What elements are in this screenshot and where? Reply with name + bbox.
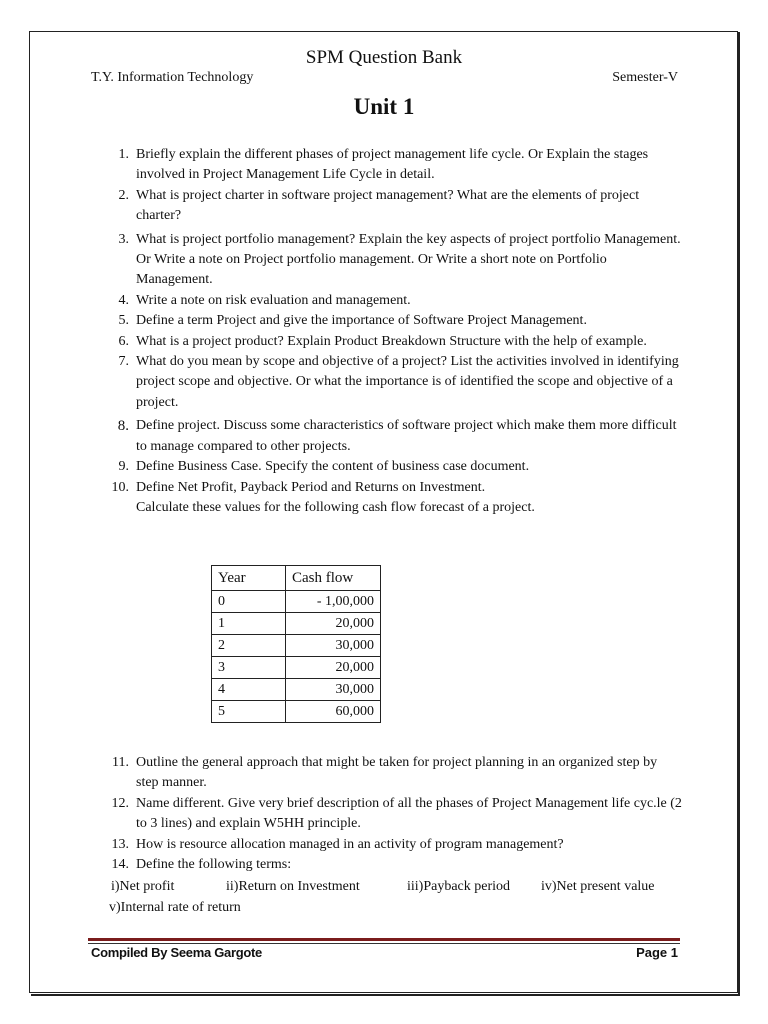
year-cell: 3	[212, 657, 286, 679]
cash-flow-cell: 20,000	[286, 613, 381, 635]
question-number: 6.	[118, 333, 129, 349]
question-text: Name different. Give very brief description of all the phases of Project Management life cyc.le (2 to 3 lines) and explain W5HH principle.	[136, 795, 682, 832]
question-item	[104, 352, 682, 413]
question-item	[104, 478, 682, 519]
question-text: Briefly explain the different phases of project management life cycle. Or Explain the stages involved in Project Management Life Cycle in detail.	[136, 147, 649, 183]
term-item: ii)Return on Investment	[226, 879, 360, 894]
question-number: 7.	[118, 354, 129, 370]
question-text: What do you mean by scope and objective of a project? List the activities involved in identifying project scope and objective. Or what the importance is of identified the scope and objective of a project.	[136, 354, 679, 410]
question-number: 4.	[118, 292, 129, 308]
question-item	[104, 145, 682, 186]
terms-list	[111, 876, 691, 918]
term-item: iii)Payback period	[407, 879, 511, 894]
question-item	[104, 753, 682, 794]
question-number: 2.	[118, 187, 129, 203]
question-text: What is project charter in software project management? What are the elements of project charter?	[136, 187, 640, 224]
question-subtext: Calculate these values for the following cash flow forecast of a project.	[136, 499, 535, 515]
question-item	[104, 230, 682, 291]
table-row	[212, 591, 381, 613]
question-text: What is a project product? Explain Product Breakdown Structure with the help of example.	[136, 333, 647, 349]
question-item	[104, 186, 682, 227]
question-item	[104, 835, 682, 855]
question-text: Define project. Discuss some characteristics of software project which make them more difficult to manage compared to other projects.	[136, 418, 677, 454]
cash-flow-cell: - 1,00,000	[286, 591, 381, 613]
question-item	[104, 416, 682, 457]
footer-rule	[88, 938, 680, 941]
table-header-row	[212, 566, 381, 591]
question-text: Write a note on risk evaluation and management.	[136, 292, 411, 308]
cash-flow-cell: 20,000	[286, 657, 381, 679]
year-cell: 4	[212, 679, 286, 701]
page-number: Page 1	[636, 945, 678, 960]
question-text: Outline the general approach that might be taken for project planning in an organized step by step manner.	[136, 755, 658, 791]
question-list-continued	[104, 753, 682, 875]
question-text: Define Business Case. Specify the content of business case document.	[136, 459, 530, 475]
table-row	[212, 679, 381, 701]
table-row	[212, 613, 381, 635]
document-title: SPM Question Bank	[305, 47, 463, 68]
unit-heading: Unit 1	[353, 94, 415, 119]
question-text: Define the following terms:	[136, 857, 292, 873]
column-header-cash-flow: Cash flow	[286, 566, 381, 591]
year-cell: 0	[212, 591, 286, 613]
question-text: What is project portfolio management? Explain the key aspects of project portfolio Management. Or Write a note on Project portfolio management. Or Write a short note on Portfolio Management.	[136, 231, 681, 288]
question-text: Define Net Profit, Payback Period and Returns on Investment.	[136, 479, 486, 495]
question-number: 14.	[111, 857, 129, 873]
year-cell: 5	[212, 701, 286, 723]
course-label: T.Y. Information Technology	[91, 70, 254, 85]
footer-author: Compiled By Seema Gargote	[91, 945, 262, 960]
semester-label: Semester-V	[612, 70, 678, 85]
question-list	[104, 145, 682, 518]
question-item	[104, 291, 682, 311]
question-item	[104, 311, 682, 331]
question-number: 8.	[117, 418, 129, 435]
question-number: 12.	[111, 795, 129, 811]
cash-flow-table	[211, 565, 381, 723]
cash-flow-cell: 60,000	[286, 701, 381, 723]
table-row	[212, 657, 381, 679]
question-number: 5.	[118, 313, 129, 329]
question-number: 11.	[112, 755, 129, 770]
term-item: v)Internal rate of return	[109, 900, 241, 915]
term-item: i)Net profit	[111, 879, 175, 894]
question-text: How is resource allocation managed in an activity of program management?	[136, 836, 564, 852]
table-row	[212, 701, 381, 723]
question-number: 3.	[118, 231, 129, 247]
column-header-year: Year	[212, 566, 286, 591]
term-item: iv)Net present value	[541, 879, 655, 894]
question-item	[104, 855, 682, 875]
question-number: 10.	[111, 479, 129, 495]
footer-rule-thin	[88, 943, 680, 944]
cash-flow-cell: 30,000	[286, 635, 381, 657]
year-cell: 1	[212, 613, 286, 635]
year-cell: 2	[212, 635, 286, 657]
question-number: 1.	[118, 147, 129, 162]
cash-flow-cell: 30,000	[286, 679, 381, 701]
question-item	[104, 332, 682, 352]
table-row	[212, 635, 381, 657]
question-item	[104, 794, 682, 835]
question-item	[104, 457, 682, 477]
question-text: Define a term Project and give the importance of Software Project Management.	[136, 313, 587, 329]
question-number: 9.	[118, 459, 129, 475]
question-number: 13.	[111, 836, 129, 852]
